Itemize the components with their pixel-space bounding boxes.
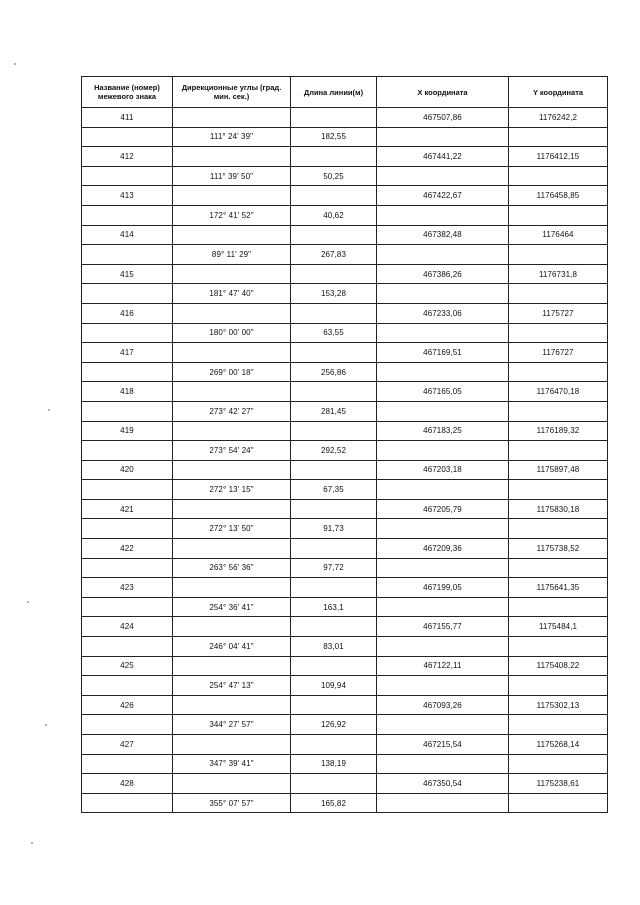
point-row xyxy=(82,499,608,519)
point-name-cell: 425 xyxy=(82,656,173,676)
empty-cell xyxy=(377,715,509,735)
empty-cell xyxy=(377,323,509,343)
x-coordinate-cell: 467507,86 xyxy=(377,108,509,128)
point-name-cell: 411 xyxy=(82,108,173,128)
point-row xyxy=(82,147,608,167)
x-coordinate-cell: 467155,77 xyxy=(377,617,509,637)
bearing-cell: 272° 13' 15" xyxy=(173,480,291,500)
segment-row xyxy=(82,754,608,774)
empty-cell xyxy=(509,597,608,617)
empty-cell xyxy=(509,637,608,657)
empty-cell xyxy=(82,480,173,500)
point-name-cell: 423 xyxy=(82,578,173,598)
segment-row xyxy=(82,676,608,696)
empty-cell xyxy=(291,695,377,715)
bearing-cell: 180° 00' 00" xyxy=(173,323,291,343)
y-coordinate-cell: 1175484,1 xyxy=(509,617,608,637)
empty-cell xyxy=(173,108,291,128)
bearing-cell: 355° 07' 57" xyxy=(173,793,291,813)
y-coordinate-cell: 1175830,18 xyxy=(509,499,608,519)
point-row xyxy=(82,108,608,128)
segment-row xyxy=(82,597,608,617)
segment-row xyxy=(82,637,608,657)
length-cell: 281,45 xyxy=(291,401,377,421)
empty-cell xyxy=(291,264,377,284)
y-coordinate-cell: 1176189,32 xyxy=(509,421,608,441)
point-name-cell: 414 xyxy=(82,225,173,245)
x-coordinate-cell: 467350,54 xyxy=(377,774,509,794)
empty-cell xyxy=(377,205,509,225)
y-coordinate-cell: 1175302,13 xyxy=(509,695,608,715)
length-cell: 138,19 xyxy=(291,754,377,774)
length-cell: 292,52 xyxy=(291,441,377,461)
empty-cell xyxy=(173,343,291,363)
segment-row xyxy=(82,793,608,813)
empty-cell xyxy=(509,245,608,265)
empty-cell xyxy=(173,147,291,167)
length-cell: 67,35 xyxy=(291,480,377,500)
empty-cell xyxy=(82,597,173,617)
segment-row xyxy=(82,558,608,578)
empty-cell xyxy=(173,735,291,755)
bearing-cell: 347° 39' 41" xyxy=(173,754,291,774)
empty-cell xyxy=(82,362,173,382)
y-coordinate-cell: 1176458,85 xyxy=(509,186,608,206)
point-row xyxy=(82,735,608,755)
point-name-cell: 413 xyxy=(82,186,173,206)
bearing-cell: 344° 27' 57" xyxy=(173,715,291,735)
y-coordinate-cell: 1176727 xyxy=(509,343,608,363)
empty-cell xyxy=(509,323,608,343)
empty-cell xyxy=(82,715,173,735)
point-name-cell: 420 xyxy=(82,460,173,480)
empty-cell xyxy=(291,539,377,559)
point-row xyxy=(82,656,608,676)
bearing-cell: 254° 47' 13" xyxy=(173,676,291,696)
empty-cell xyxy=(509,558,608,578)
point-row xyxy=(82,774,608,794)
empty-cell xyxy=(377,597,509,617)
empty-cell xyxy=(509,205,608,225)
length-cell: 163,1 xyxy=(291,597,377,617)
y-coordinate-cell: 1175641,35 xyxy=(509,578,608,598)
empty-cell xyxy=(377,558,509,578)
table-header-row xyxy=(82,77,608,108)
empty-cell xyxy=(173,303,291,323)
empty-cell xyxy=(377,166,509,186)
empty-cell xyxy=(173,578,291,598)
length-cell: 153,28 xyxy=(291,284,377,304)
empty-cell xyxy=(291,147,377,167)
segment-row xyxy=(82,519,608,539)
empty-cell xyxy=(509,793,608,813)
x-coordinate-cell: 467382,48 xyxy=(377,225,509,245)
empty-cell xyxy=(173,656,291,676)
segment-row xyxy=(82,401,608,421)
empty-cell xyxy=(509,166,608,186)
point-name-cell: 417 xyxy=(82,343,173,363)
y-coordinate-cell: 1175738,52 xyxy=(509,539,608,559)
empty-cell xyxy=(377,401,509,421)
empty-cell xyxy=(173,499,291,519)
bearing-cell: 111° 24' 39" xyxy=(173,127,291,147)
empty-cell xyxy=(173,264,291,284)
point-row xyxy=(82,264,608,284)
empty-cell xyxy=(377,245,509,265)
empty-cell xyxy=(291,225,377,245)
x-coordinate-cell: 467233,06 xyxy=(377,303,509,323)
segment-row xyxy=(82,480,608,500)
bearing-cell: 172° 41' 52" xyxy=(173,205,291,225)
x-coordinate-cell: 467165,05 xyxy=(377,382,509,402)
point-name-cell: 412 xyxy=(82,147,173,167)
length-cell: 267,83 xyxy=(291,245,377,265)
empty-cell xyxy=(377,127,509,147)
segment-row xyxy=(82,362,608,382)
empty-cell xyxy=(291,617,377,637)
empty-cell xyxy=(291,186,377,206)
empty-cell xyxy=(509,284,608,304)
empty-cell xyxy=(291,656,377,676)
empty-cell xyxy=(377,284,509,304)
x-coordinate-cell: 467122,11 xyxy=(377,656,509,676)
empty-cell xyxy=(509,715,608,735)
point-row xyxy=(82,695,608,715)
empty-cell xyxy=(82,558,173,578)
empty-cell xyxy=(291,343,377,363)
empty-cell xyxy=(377,441,509,461)
x-coordinate-cell: 467093,26 xyxy=(377,695,509,715)
segment-row xyxy=(82,441,608,461)
point-name-cell: 419 xyxy=(82,421,173,441)
empty-cell xyxy=(82,205,173,225)
empty-cell xyxy=(173,617,291,637)
point-name-cell: 424 xyxy=(82,617,173,637)
segment-row xyxy=(82,715,608,735)
empty-cell xyxy=(173,460,291,480)
x-coordinate-cell: 467199,05 xyxy=(377,578,509,598)
bearing-cell: 273° 42' 27" xyxy=(173,401,291,421)
header-length: Длина линии(м) xyxy=(291,77,377,108)
empty-cell xyxy=(291,499,377,519)
empty-cell xyxy=(82,754,173,774)
length-cell: 126,92 xyxy=(291,715,377,735)
point-name-cell: 428 xyxy=(82,774,173,794)
point-name-cell: 427 xyxy=(82,735,173,755)
length-cell: 165,82 xyxy=(291,793,377,813)
point-name-cell: 415 xyxy=(82,264,173,284)
x-coordinate-cell: 467183,25 xyxy=(377,421,509,441)
segment-row xyxy=(82,127,608,147)
bearing-cell: 263° 56' 36" xyxy=(173,558,291,578)
empty-cell xyxy=(291,108,377,128)
point-row xyxy=(82,303,608,323)
empty-cell xyxy=(509,519,608,539)
length-cell: 109,94 xyxy=(291,676,377,696)
bearing-cell: 272° 13' 50" xyxy=(173,519,291,539)
x-coordinate-cell: 467205,79 xyxy=(377,499,509,519)
point-name-cell: 422 xyxy=(82,539,173,559)
empty-cell xyxy=(82,676,173,696)
empty-cell xyxy=(82,519,173,539)
boundary-coordinates-table xyxy=(81,76,608,813)
y-coordinate-cell: 1175268,14 xyxy=(509,735,608,755)
empty-cell xyxy=(173,539,291,559)
empty-cell xyxy=(173,421,291,441)
point-name-cell: 418 xyxy=(82,382,173,402)
empty-cell xyxy=(377,637,509,657)
empty-cell xyxy=(291,578,377,598)
bearing-cell: 269° 00' 18" xyxy=(173,362,291,382)
length-cell: 83,01 xyxy=(291,637,377,657)
empty-cell xyxy=(82,793,173,813)
x-coordinate-cell: 467209,36 xyxy=(377,539,509,559)
y-coordinate-cell: 1175408,22 xyxy=(509,656,608,676)
y-coordinate-cell: 1175897,48 xyxy=(509,460,608,480)
point-row xyxy=(82,617,608,637)
length-cell: 63,55 xyxy=(291,323,377,343)
empty-cell xyxy=(291,774,377,794)
point-row xyxy=(82,460,608,480)
y-coordinate-cell: 1176242,2 xyxy=(509,108,608,128)
point-row xyxy=(82,343,608,363)
empty-cell xyxy=(291,382,377,402)
empty-cell xyxy=(173,695,291,715)
empty-cell xyxy=(82,166,173,186)
point-row xyxy=(82,539,608,559)
table-body xyxy=(82,108,608,813)
bearing-cell: 273° 54' 24" xyxy=(173,441,291,461)
point-name-cell: 421 xyxy=(82,499,173,519)
empty-cell xyxy=(509,401,608,421)
point-row xyxy=(82,578,608,598)
x-coordinate-cell: 467203,18 xyxy=(377,460,509,480)
y-coordinate-cell: 1175727 xyxy=(509,303,608,323)
header-y-coordinate: Y координата xyxy=(509,77,608,108)
point-row xyxy=(82,382,608,402)
y-coordinate-cell: 1176464 xyxy=(509,225,608,245)
empty-cell xyxy=(377,480,509,500)
empty-cell xyxy=(173,774,291,794)
bearing-cell: 111° 39' 50" xyxy=(173,166,291,186)
empty-cell xyxy=(291,421,377,441)
segment-row xyxy=(82,205,608,225)
length-cell: 91,73 xyxy=(291,519,377,539)
empty-cell xyxy=(377,362,509,382)
empty-cell xyxy=(377,793,509,813)
empty-cell xyxy=(82,441,173,461)
x-coordinate-cell: 467215,54 xyxy=(377,735,509,755)
empty-cell xyxy=(377,754,509,774)
bearing-cell: 246° 04' 41" xyxy=(173,637,291,657)
header-bearing: Дирекционные углы (град. мин. сек.) xyxy=(173,77,291,108)
empty-cell xyxy=(291,735,377,755)
length-cell: 97,72 xyxy=(291,558,377,578)
empty-cell xyxy=(82,127,173,147)
bearing-cell: 254° 36' 41" xyxy=(173,597,291,617)
y-coordinate-cell: 1175238,61 xyxy=(509,774,608,794)
x-coordinate-cell: 467169,51 xyxy=(377,343,509,363)
length-cell: 182,55 xyxy=(291,127,377,147)
empty-cell xyxy=(377,519,509,539)
x-coordinate-cell: 467441,22 xyxy=(377,147,509,167)
empty-cell xyxy=(82,637,173,657)
empty-cell xyxy=(82,284,173,304)
empty-cell xyxy=(377,676,509,696)
header-point-name: Название (номер) межевого знака xyxy=(82,77,173,108)
empty-cell xyxy=(509,362,608,382)
point-name-cell: 426 xyxy=(82,695,173,715)
empty-cell xyxy=(509,127,608,147)
point-name-cell: 416 xyxy=(82,303,173,323)
y-coordinate-cell: 1176412,15 xyxy=(509,147,608,167)
x-coordinate-cell: 467386,26 xyxy=(377,264,509,284)
empty-cell xyxy=(173,382,291,402)
empty-cell xyxy=(173,225,291,245)
empty-cell xyxy=(173,186,291,206)
point-row xyxy=(82,421,608,441)
point-row xyxy=(82,186,608,206)
y-coordinate-cell: 1176731,8 xyxy=(509,264,608,284)
length-cell: 50,25 xyxy=(291,166,377,186)
empty-cell xyxy=(82,245,173,265)
length-cell: 256,86 xyxy=(291,362,377,382)
header-x-coordinate: X координата xyxy=(377,77,509,108)
x-coordinate-cell: 467422,67 xyxy=(377,186,509,206)
bearing-cell: 89° 11' 29" xyxy=(173,245,291,265)
empty-cell xyxy=(82,323,173,343)
empty-cell xyxy=(509,676,608,696)
empty-cell xyxy=(509,754,608,774)
empty-cell xyxy=(291,303,377,323)
empty-cell xyxy=(291,460,377,480)
segment-row xyxy=(82,284,608,304)
empty-cell xyxy=(82,401,173,421)
point-row xyxy=(82,225,608,245)
segment-row xyxy=(82,245,608,265)
segment-row xyxy=(82,323,608,343)
y-coordinate-cell: 1176470,18 xyxy=(509,382,608,402)
empty-cell xyxy=(509,480,608,500)
length-cell: 40,62 xyxy=(291,205,377,225)
bearing-cell: 181° 47' 40" xyxy=(173,284,291,304)
empty-cell xyxy=(509,441,608,461)
segment-row xyxy=(82,166,608,186)
